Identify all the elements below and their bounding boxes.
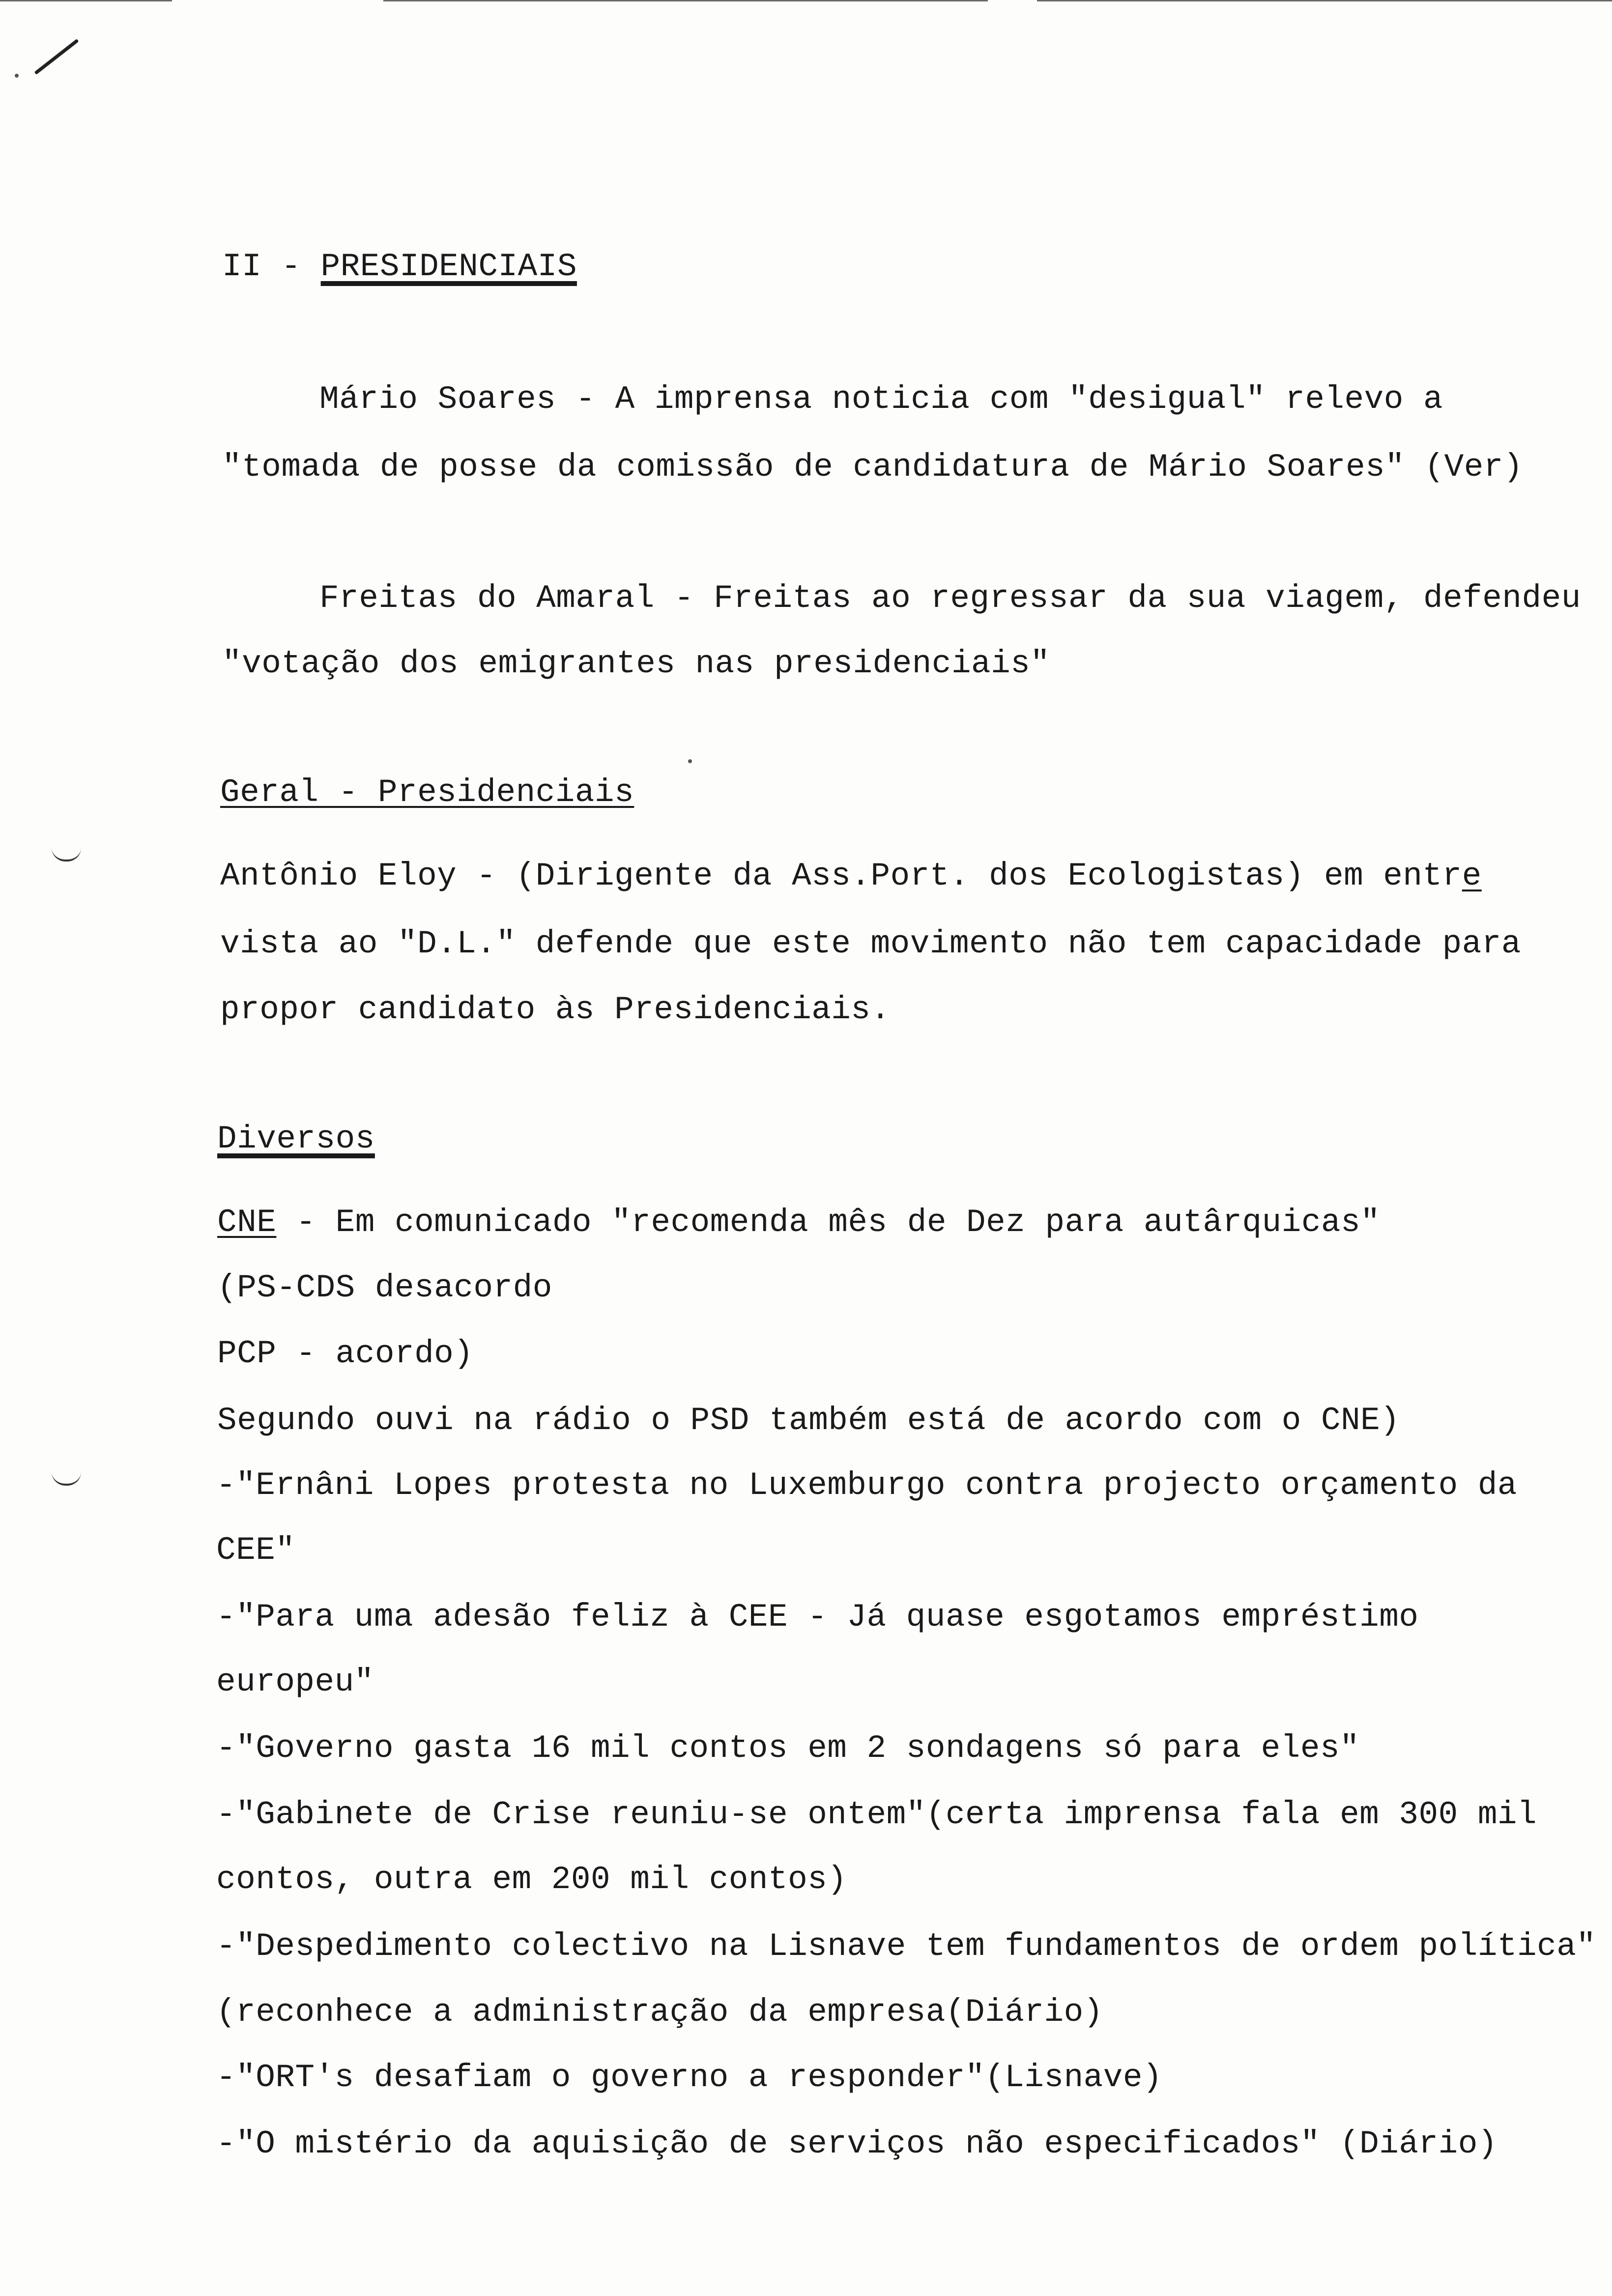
section-heading-prefix: II -: [222, 248, 321, 285]
list-item: -"Ernâni Lopes protesta no Luxemburgo contra projecto orçamento da: [216, 1467, 1518, 1504]
paragraph-line: [220, 860, 1482, 892]
list-item: -"Para uma adesão feliz à CEE - Já quase esgotamos empréstimo: [216, 1599, 1419, 1636]
paragraph-line-text: e: [1462, 858, 1482, 894]
paragraph-line: "votação dos emigrantes nas presidenciais": [222, 645, 1050, 682]
margin-mark: [52, 848, 81, 861]
list-item: -"Governo gasta 16 mil contos em 2 sondagens só para eles": [216, 1730, 1360, 1767]
list-item: -"Gabinete de Crise reuniu-se ontem"(certa imprensa fala em 300 mil: [216, 1796, 1537, 1833]
paragraph-line: [217, 1206, 1380, 1239]
pen-mark: [34, 39, 79, 75]
scan-edge-line: [1037, 0, 1612, 1]
list-item: -"ORT's desafiam o governo a responder"(Lisnave): [216, 2059, 1163, 2096]
section-heading: [222, 248, 577, 285]
list-item: contos, outra em 200 mil contos): [216, 1861, 847, 1898]
cne-label: CNE: [217, 1204, 277, 1241]
paragraph-line-text: Antônio Eloy - (Dirigente da Ass.Port. dos Ecologistas) em entr: [220, 858, 1462, 894]
paragraph-line: "tomada de posse da comissão de candidatura de Mário Soares" (Ver): [222, 449, 1524, 486]
paragraph-line: Mário Soares - A imprensa noticia com "desigual" relevo a: [319, 381, 1443, 418]
list-item: -"Despedimento colectivo na Lisnave tem fundamentos de ordem política": [216, 1928, 1596, 1965]
list-item: (reconhece a administração da empresa(Diário): [216, 1994, 1103, 2031]
list-item: Segundo ouvi na rádio o PSD também está de acordo com o CNE): [217, 1402, 1400, 1439]
paragraph-line: vista ao "D.L." defende que este movimento não tem capacidade para: [220, 925, 1522, 962]
speck: [15, 74, 19, 78]
list-item: CEE": [216, 1532, 295, 1569]
subsection-heading-diversos: Diversos: [217, 1120, 375, 1157]
paragraph-line: propor candidato às Presidenciais.: [220, 991, 891, 1028]
scan-edge-line: [0, 0, 172, 1]
list-item: europeu": [216, 1664, 374, 1700]
list-item: -"O mistério da aquisição de serviços não especificados" (Diário): [216, 2125, 1497, 2162]
list-item: PCP - acordo): [217, 1335, 474, 1372]
paragraph-line: Freitas do Amaral - Freitas ao regressar da sua viagem, defendeu: [319, 580, 1581, 617]
paragraph-line-text: - Em comunicado "recomenda mês de Dez para autârquicas": [276, 1204, 1381, 1241]
speck: [688, 759, 692, 763]
margin-mark: [52, 1472, 81, 1486]
subsection-heading-geral: Geral - Presidenciais: [220, 774, 634, 811]
scan-edge-line: [383, 0, 988, 1]
section-heading-title: PRESIDENCIAIS: [320, 248, 577, 285]
list-item: (PS-CDS desacordo: [217, 1269, 552, 1306]
